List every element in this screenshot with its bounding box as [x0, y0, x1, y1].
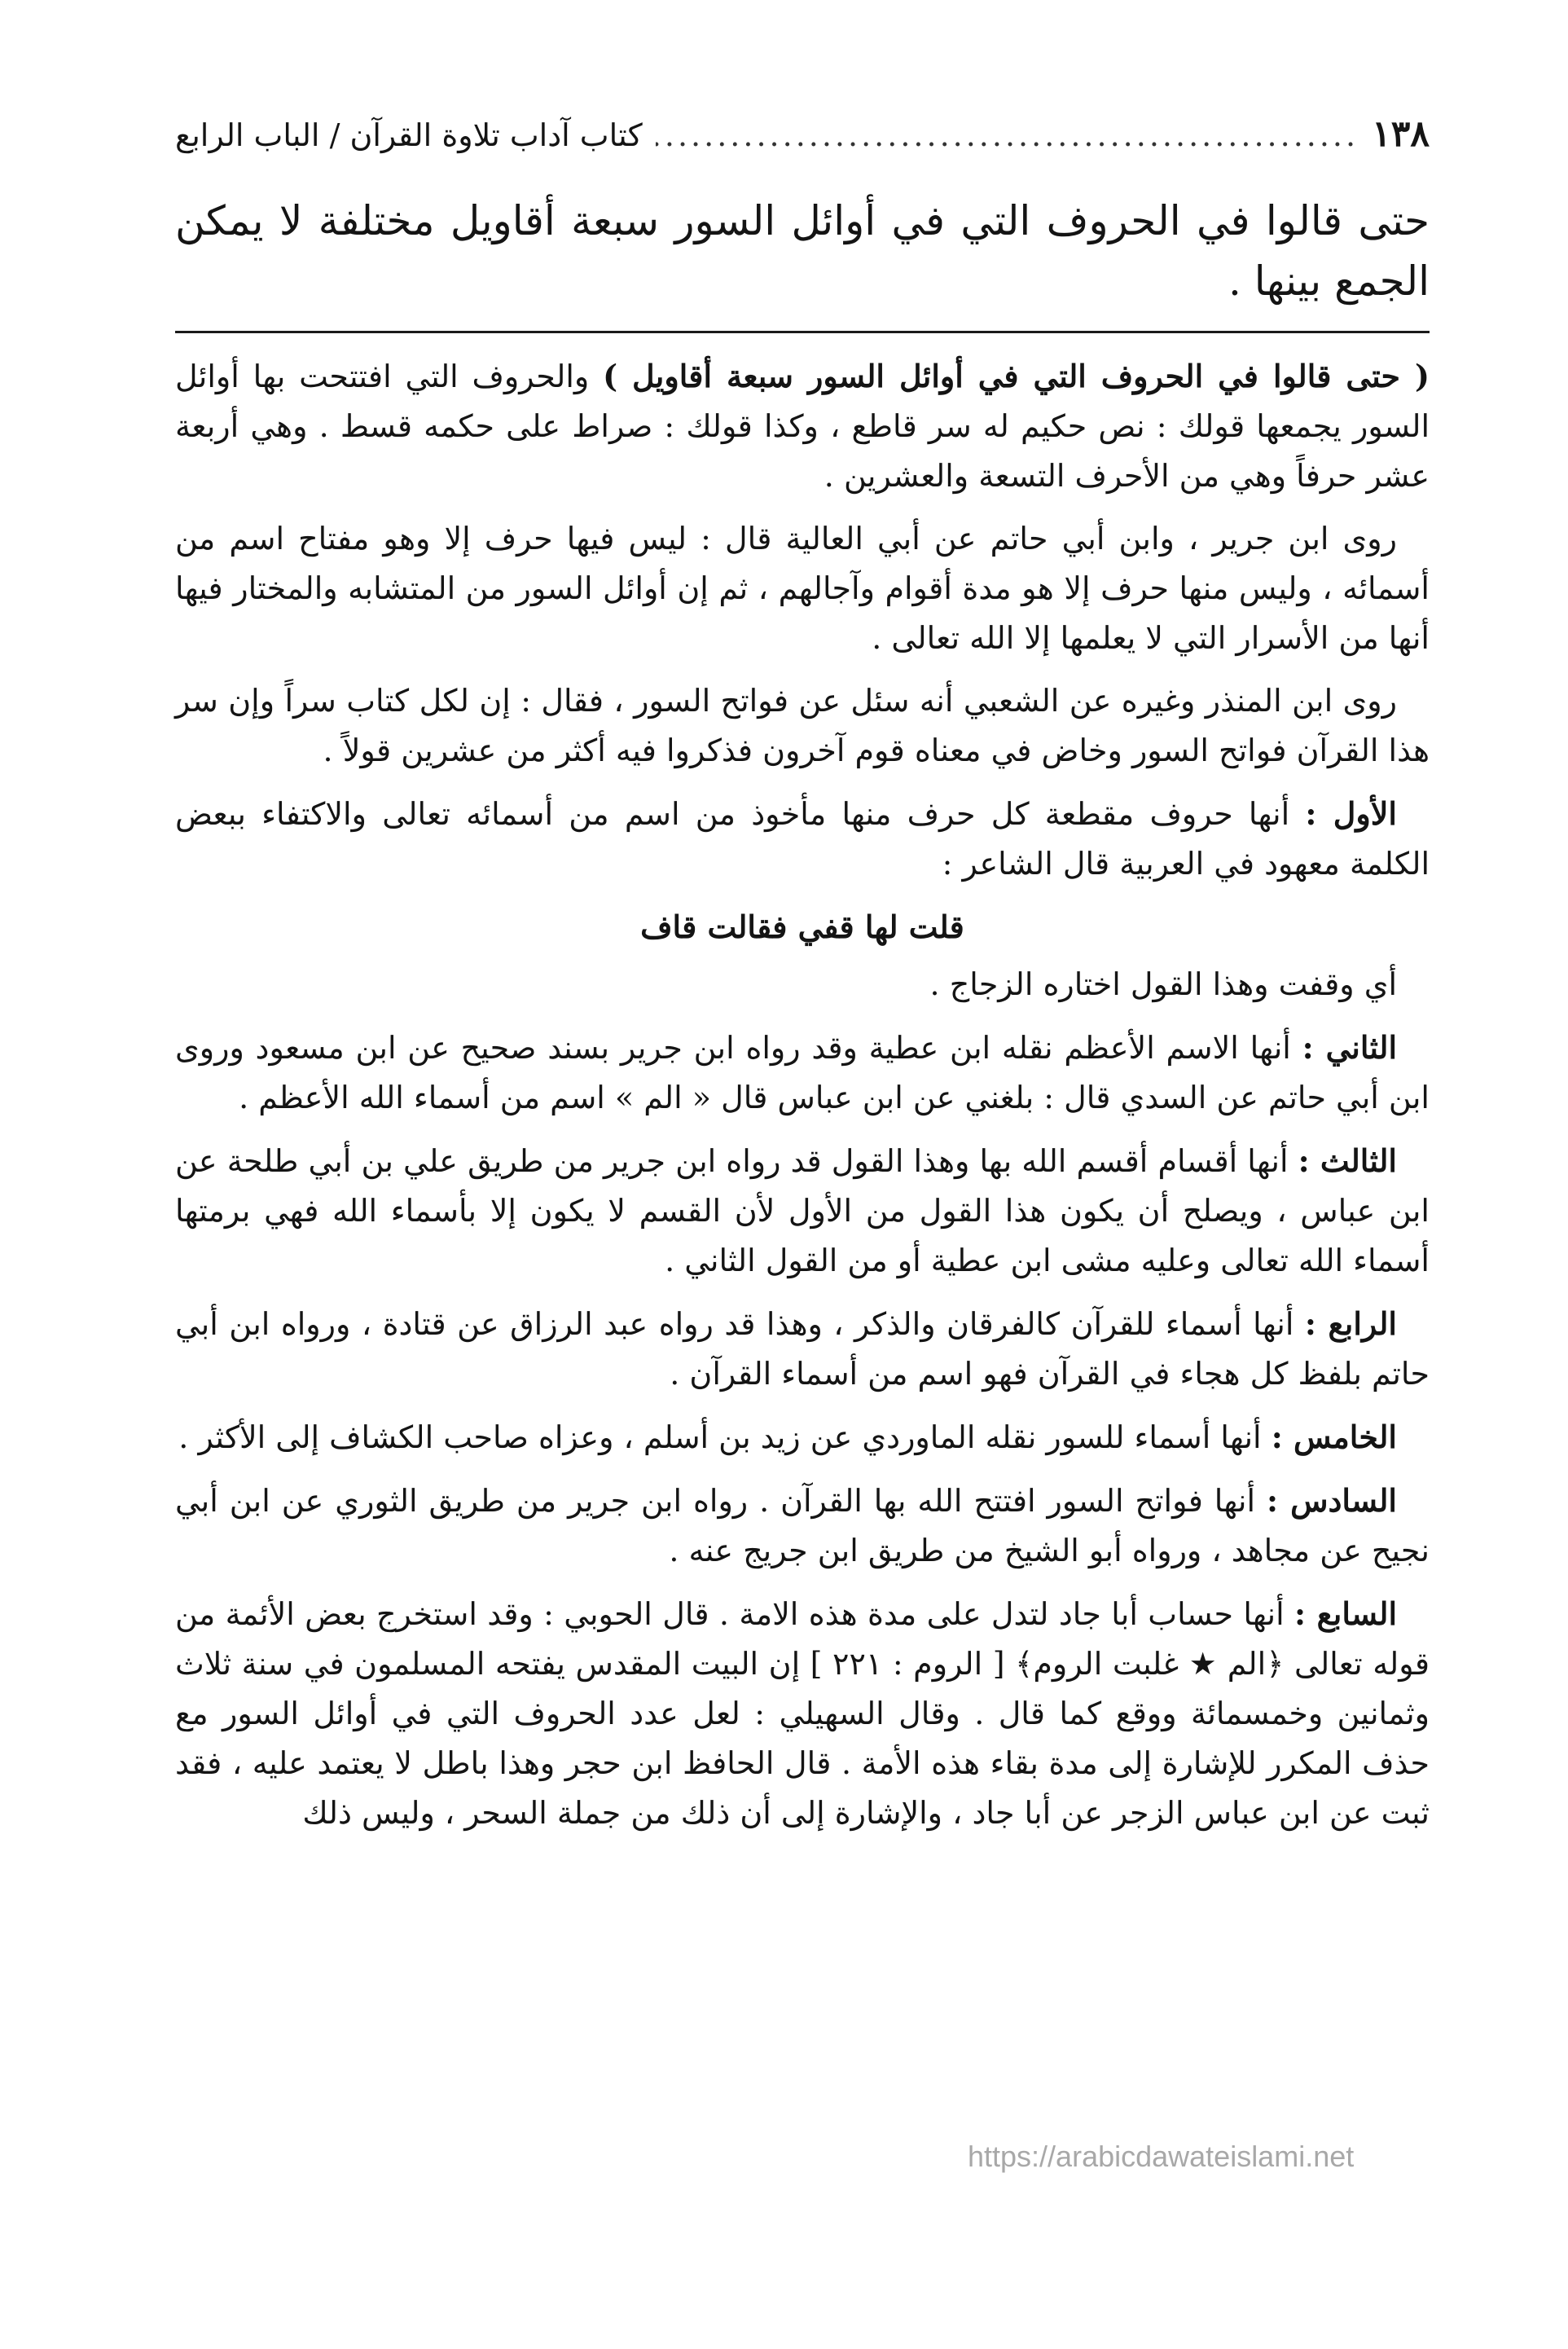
opinion-label: الثالث :	[1298, 1142, 1397, 1179]
running-title: كتاب آداب تلاوة القرآن / الباب الرابع	[175, 117, 643, 153]
opinion-third	[175, 1136, 1430, 1286]
poetry-verse: قلت لها قفي فقالت قاف	[640, 908, 964, 945]
opinion-label: الرابع :	[1304, 1305, 1397, 1342]
opinion-sixth	[175, 1476, 1430, 1576]
paragraph-text: أنها أقسام أقسم الله بها وهذا القول قد رواه ابن جرير من طريق علي بن أبي طلحة عن ابن عباس ، ويصلح أن يكون هذا القول من الأول لأن القسم لا يكون إلا بأسماء الله فهي برمتها أسماء الله تعالى وعليه مشى ابن عطية أو من القول الثاني .	[175, 1143, 1430, 1278]
paragraph-text: والحروف التي افتتحت بها أوائل السور يجمعها قولك : نص حكيم له سر قاطع ، وكذا قولك : صراط على حكمه قسط . وهي أربعة عشر حرفاً وهي من الأحرف التسعة والعشرين .	[175, 359, 1430, 494]
commentary-paragraph-1	[175, 351, 1430, 501]
verse-explanation: أي وقفت وهذا القول اختاره الزجاج .	[929, 966, 1397, 1002]
separator-rule	[175, 331, 1430, 333]
opinion-fifth	[175, 1412, 1430, 1463]
opinion-label: الأول :	[1305, 795, 1397, 832]
page-number: ١٣٨	[1372, 113, 1430, 155]
opinion-first	[175, 789, 1430, 889]
paragraph-text: أنها حساب أبا جاد لتدل على مدة هذه الامة . قال الحوبي : وقد استخرج بعض الأئمة من قوله تعالى ﴿الم ★ غلبت الروم﴾ [ الروم : ٢٢١ ] إن البيت المقدس يفتحه المسلمون في سنة ثلاث وثمانين وخمسمائة ووقع كما قال . وقال السهيلي : لعل عدد الحروف التي في أوائل السور مع حذف المكرر للإشارة إلى مدة بقاء هذه الأمة . قال الحافظ ابن حجر وهذا باطل لا يعتمد عليه ، فقد ثبت عن ابن عباس الزجر عن أبا جاد ، والإشارة إلى أن ذلك من جملة السحر ، وليس ذلك	[175, 1596, 1430, 1831]
paragraph-text: أنها فواتح السور افتتح الله بها القرآن . رواه ابن جرير من طريق الثوري عن ابن أبي نجيح عن مجاهد ، ورواه أبو الشيخ من طريق ابن جريج عنه .	[175, 1483, 1430, 1568]
commentary-paragraph-2: روى ابن جرير ، وابن أبي حاتم عن أبي العالية قال : ليس فيها حرف إلا وهو مفتاح اسم من أسمائه ، وليس منها حرف إلا هو مدة أقوام وآجالهم ، ثم إن أوائل السور من المتشابه والمختار فيها أنها من الأسرار التي لا يعلمها إلا الله تعالى .	[175, 521, 1430, 656]
book-page	[175, 114, 1430, 1851]
paragraph-text: أنها أسماء للسور نقله الماوردي عن زيد بن أسلم ، وعزاه صاحب الكشاف إلى الأكثر .	[178, 1419, 1272, 1455]
quoted-heading: ( حتى قالوا في الحروف التي في أوائل السور سبعة أقاويل )	[603, 358, 1430, 394]
opinion-seventh	[175, 1589, 1430, 1838]
dotted-leader	[656, 115, 1359, 156]
opinion-label: السادس :	[1266, 1482, 1397, 1519]
watermark-url: https://arabicdawateislami.net	[968, 2140, 1355, 2173]
opinion-label: الثاني :	[1302, 1029, 1397, 1066]
opinion-fourth	[175, 1299, 1430, 1399]
opinion-second	[175, 1023, 1430, 1123]
paragraph-text: أنها حروف مقطعة كل حرف منها مأخوذ من اسم من أسمائه تعالى والاكتفاء ببعض الكلمة معهود في العربية قال الشاعر :	[175, 796, 1430, 882]
opinion-label: السابع :	[1294, 1595, 1397, 1632]
commentary-paragraph-3: روى ابن المنذر وغيره عن الشعبي أنه سئل عن فواتح السور ، فقال : إن لكل كتاب سراً وإن سر هذا القرآن فواتح السور وخاض في معناه قوم آخرون فذكروا فيه أكثر من عشرين قولاً .	[175, 683, 1430, 768]
main-text: حتى قالوا في الحروف التي في أوائل السور سبعة أقاويل مختلفة لا يمكن الجمع بينها .	[175, 197, 1430, 305]
page-header	[175, 114, 1430, 163]
paragraph-text: أنها الاسم الأعظم نقله ابن عطية وقد رواه ابن جرير بسند صحيح عن ابن مسعود وروى ابن أبي حاتم عن السدي قال : بلغني عن ابن عباس قال « الم » اسم من أسماء الله الأعظم .	[175, 1030, 1430, 1115]
paragraph-text: أنها أسماء للقرآن كالفرقان والذكر ، وهذا قد رواه عبد الرزاق عن قتادة ، ورواه ابن أبي حاتم بلفظ كل هجاء في القرآن فهو اسم من أسماء القرآن .	[175, 1306, 1430, 1392]
opinion-label: الخامس :	[1271, 1419, 1397, 1455]
